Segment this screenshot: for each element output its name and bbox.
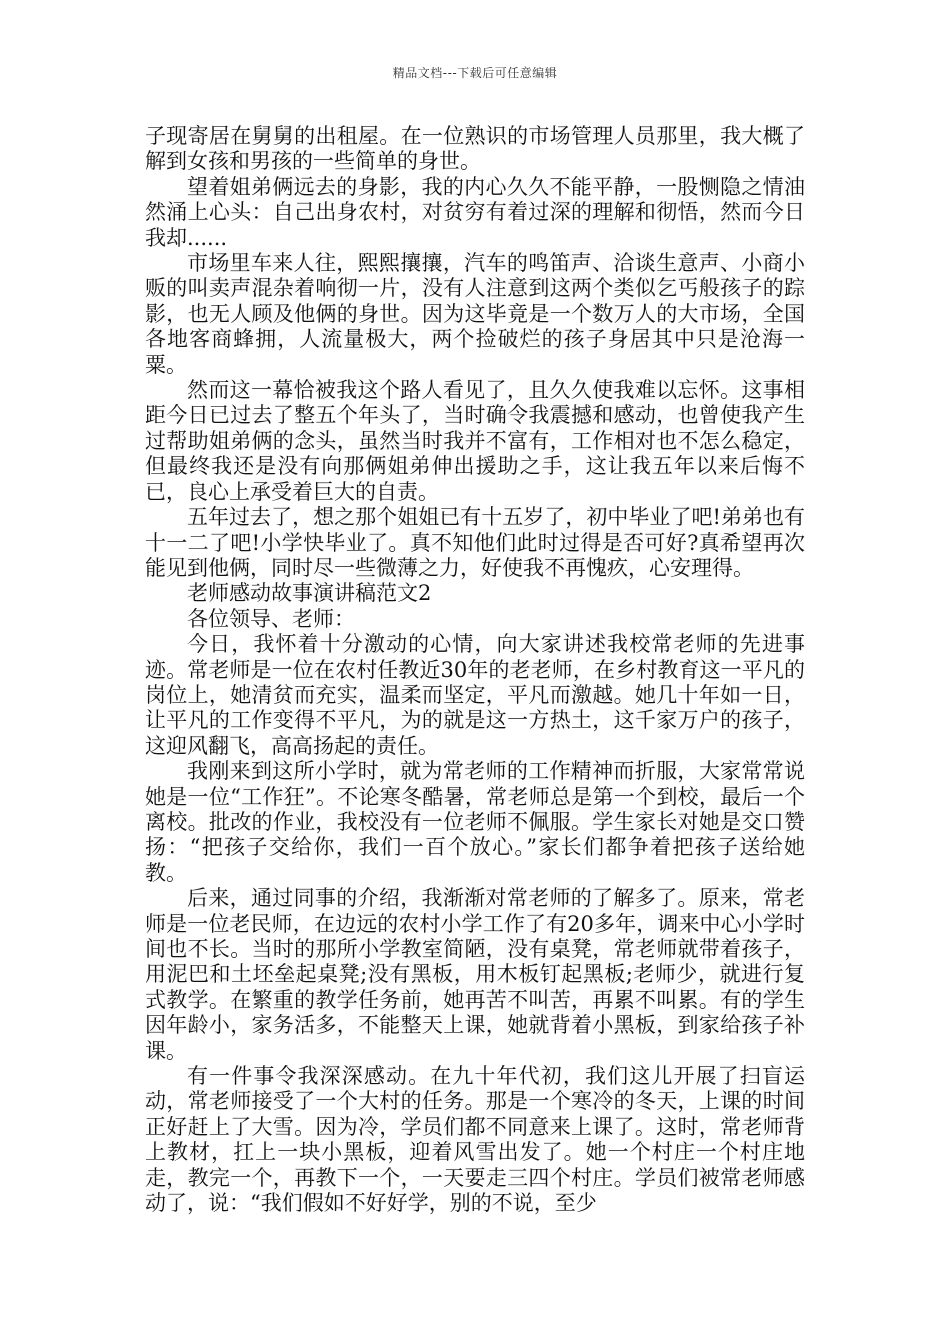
paragraph: 市场里车来人往，熙熙攘攘，汽车的鸣笛声、洽谈生意声、小商小贩的叫卖声混杂着响彻一片，没有人注意到这两个类似乞丐般孩子的踪影，也无人顾及他俩的身世。因为这毕竟是一个数万人的大市场，全国各地客商蜂拥，人流量极大，两个捡破烂的孩子身居其中只是沧海一粟。 (145, 251, 805, 377)
paragraph: 后来，通过同事的介绍，我渐渐对常老师的了解多了。原来，常老师是一位老民师，在边远的农村小学工作了有20多年，调来中心小学时间也不长。当时的那所小学教室简陋，没有桌凳，常老师就带着孩子，用泥巴和土坯垒起桌凳;没有黑板，用木板钉起黑板;老师少，就进行复式教学。在繁重的教学任务前，她再苦不叫苦，再累不叫累。有的学生因年龄小，家务活多，不能整天上课，她就背着小黑板，到家给孩子补课。 (145, 886, 805, 1063)
paragraph: 然而这一幕恰被我这个路人看见了，且久久使我难以忘怀。这事相距今日已过去了整五个年头了，当时确令我震撼和感动，也曾使我产生过帮助姐弟俩的念头，虽然当时我并不富有，工作相对也不怎么稳定，但最终我还是没有向那俩姐弟伸出援助之手，这让我五年以来后悔不已，良心上承受着巨大的自责。 (145, 378, 805, 504)
paragraph: 今日，我怀着十分激动的心情，向大家讲述我校常老师的先进事迹。常老师是一位在农村任教近30年的老老师，在乡村教育这一平凡的岗位上，她清贫而充实，温柔而坚定，平凡而激越。她几十年如一日，让平凡的工作变得不平凡，为的就是这一方热土，这千家万户的孩子，这迎风翻飞，高高扬起的责任。 (145, 632, 805, 758)
paragraph: 有一件事令我深深感动。在九十年代初，我们这儿开展了扫盲运动，常老师接受了一个大村的任务。那是一个寒冷的冬天，上课的时间正好赶上了大雪。因为冷，学员们都不同意来上课了。这时，常老师背上教材，扛上一块小黑板，迎着风雪出发了。她一个村庄一个村庄地走，教完一个，再教下一个，一天要走三四个村庄。学员们被常老师感动了，说：“我们假如不好好学，别的不说，至少 (145, 1064, 805, 1216)
paragraph: 我刚来到这所小学时，就为常老师的工作精神而折服，大家常常说她是一位“工作狂”。不论寒冬酷暑，常老师总是第一个到校，最后一个离校。批改的作业，我校没有一位老师不佩服。学生家长对她是交口赞扬：“把孩子交给你，我们一百个放心。”家长们都争着把孩子送给她教。 (145, 759, 805, 885)
paragraph: 望着姐弟俩远去的身影，我的内心久久不能平静，一股恻隐之情油然涌上心头：自己出身农村，对贫穷有着过深的理解和彻悟，然而今日我却...... (145, 174, 805, 250)
paragraph: 各位领导、老师： (187, 606, 355, 631)
paragraph: 五年过去了，想之那个姐姐已有十五岁了，初中毕业了吧!弟弟也有十一二了吧!小学快毕业了。真不知他们此时过得是否可好?真希望再次能见到他俩，同时尽一些微薄之力，好使我不再愧疚，心安理得。 (145, 505, 805, 580)
paragraph: 老师感动故事演讲稿范文2 (187, 581, 432, 606)
page-header: 精品文档---下载后可任意编辑 (392, 66, 558, 80)
paragraph: 子现寄居在舅舅的出租屋。在一位熟识的市场管理人员那里，我大概了解到女孩和男孩的一些简单的身世。 (145, 124, 805, 174)
document-body (145, 124, 805, 1216)
